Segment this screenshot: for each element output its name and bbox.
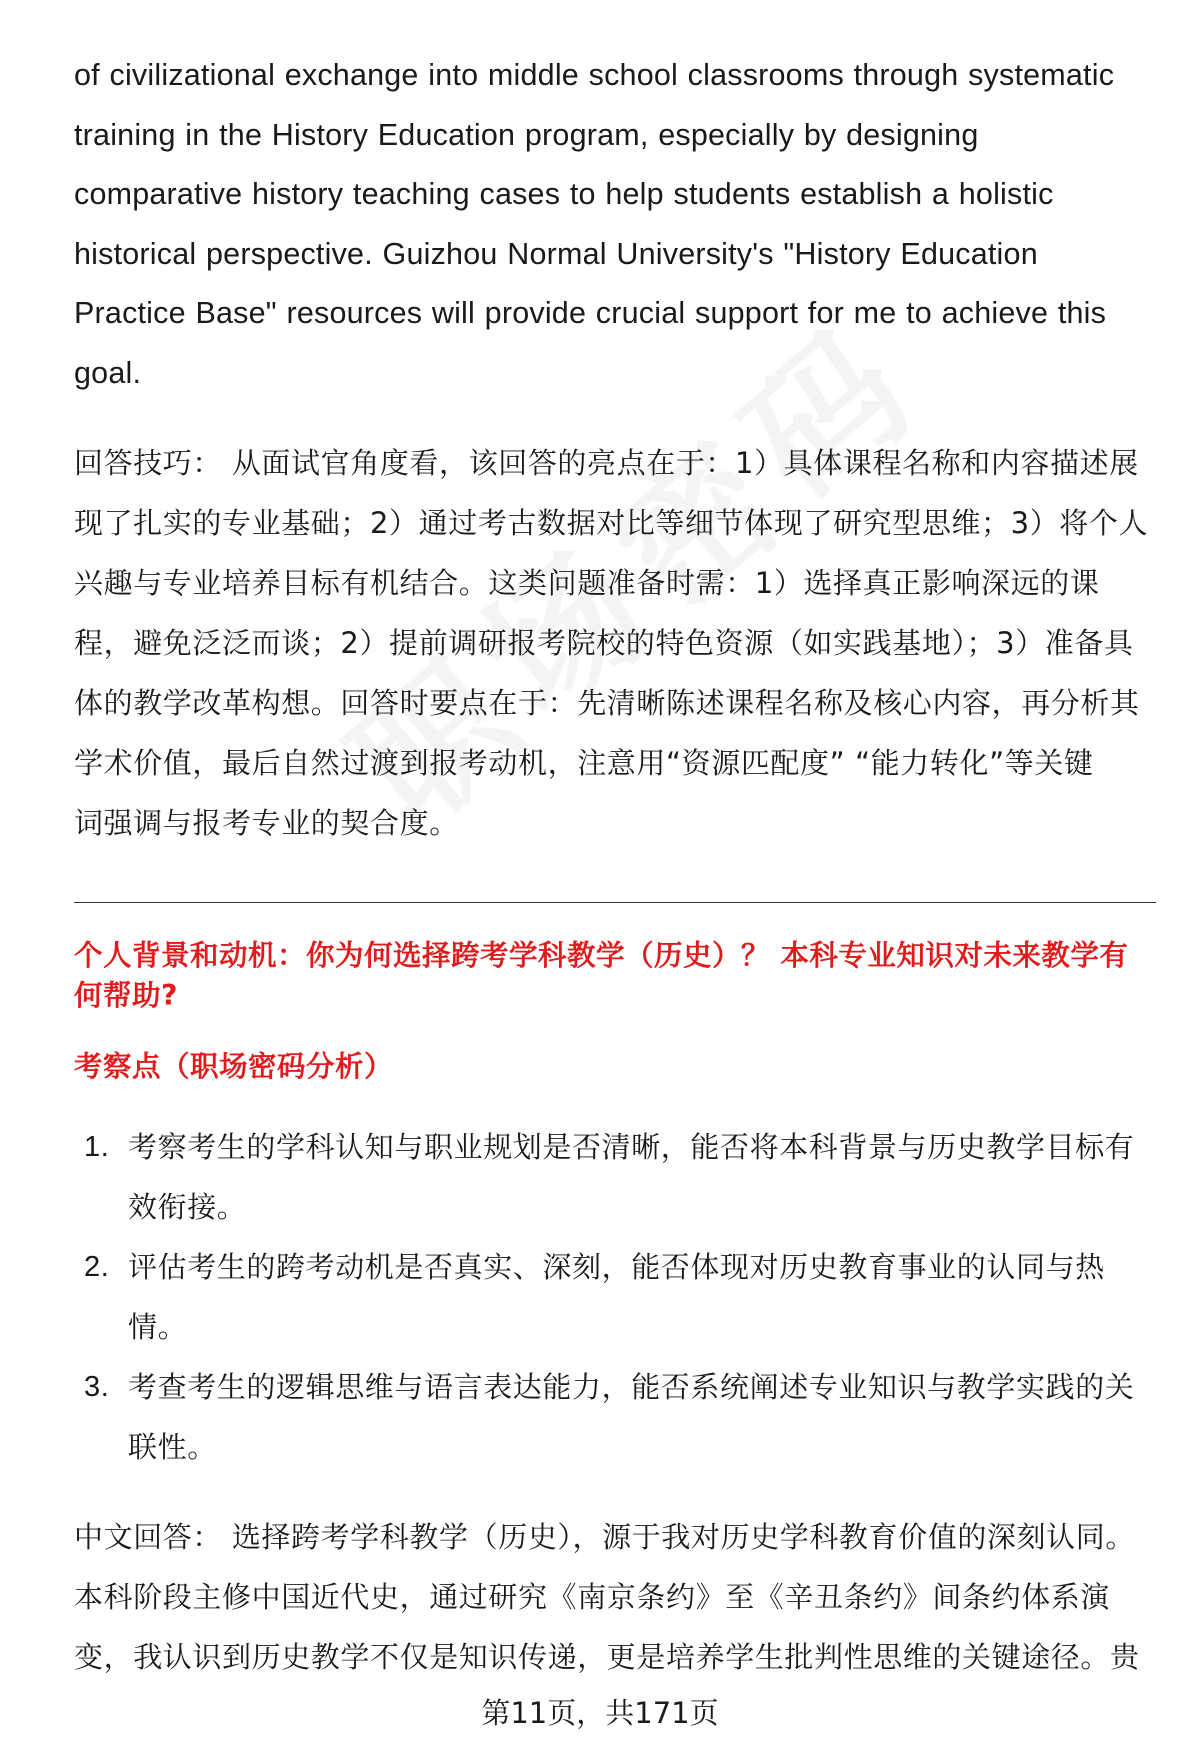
analysis-list [74, 1117, 1156, 1477]
answer-section [74, 1507, 1156, 1687]
list-item-text: 效衔接。 [128, 1190, 247, 1224]
analysis-heading: 考察点（职场密码分析） [74, 1050, 394, 1083]
list-item-text: 情。 [128, 1310, 188, 1344]
text-line: 本科阶段主修中国近代史，通过研究《南京条约》至《辛丑条约》间条约体系演 [74, 1580, 1111, 1614]
list-item [74, 1117, 1156, 1237]
text-line: 兴趣与专业培养目标有机结合。这类问题准备时需：1）选择真正影响深远的课 [74, 566, 1100, 600]
list-item-text: 考查考生的逻辑思维与语言表达能力，能否系统阐述专业知识与教学实践的关 [128, 1370, 1135, 1404]
text-line: 现了扎实的专业基础；2）通过考古数据对比等细节体现了研究型思维；3）将个人 [74, 506, 1149, 540]
text-line: 体的教学改革构想。回答时要点在于：先清晰陈述课程名称及核心内容，再分析其 [74, 686, 1140, 720]
list-item [74, 1357, 1156, 1477]
intro-section [74, 46, 1156, 853]
question-heading [74, 936, 1156, 1016]
text-line: of civilizational exchange into middle school classrooms through systematic [74, 58, 1115, 92]
text-line: comparative history teaching cases to help students establish a holistic [74, 177, 1054, 211]
page-footer: 第11页，共171页 [481, 1696, 719, 1730]
text-line: training in the History Education program, especially by designing [74, 117, 979, 152]
text-line: historical perspective. Guizhou Normal University's "History Education [74, 236, 1038, 271]
list-item-text: 联性。 [128, 1430, 217, 1464]
list-number: 3. [84, 1371, 110, 1403]
list-number: 2. [84, 1251, 110, 1283]
question-line: 个人背景和动机：你为何选择跨考学科教学（历史）？ 本科专业知识对未来教学有 [74, 939, 1129, 972]
list-item [74, 1237, 1156, 1357]
answer-paragraph [74, 1507, 1156, 1687]
question-line: 何帮助? [74, 979, 179, 1012]
text-line: 学术价值，最后自然过渡到报考动机，注意用“资源匹配度” “能力转化”等关键 [74, 746, 1094, 780]
text-line: 回答技巧： 从面试官角度看，该回答的亮点在于：1）具体课程名称和内容描述展 [74, 446, 1139, 480]
text-line: goal. [74, 355, 142, 390]
tips-paragraph [74, 433, 1156, 853]
text-line: 词强调与报考专业的契合度。 [74, 806, 459, 840]
list-item-text: 评估考生的跨考动机是否真实、深刻，能否体现对历史教育事业的认同与热 [128, 1250, 1105, 1284]
intro-paragraph [74, 46, 1156, 403]
section-divider [74, 902, 1156, 903]
list-item-text: 考察考生的学科认知与职业规划是否清晰，能否将本科背景与历史教学目标有 [128, 1130, 1135, 1164]
list-number: 1. [84, 1131, 110, 1163]
text-line: 变，我认识到历史教学不仅是知识传递，更是培养学生批判性思维的关键途径。贵 [74, 1640, 1140, 1674]
text-line: Practice Base" resources will provide crucial support for me to achieve this [74, 296, 1107, 330]
text-line: 程，避免泛泛而谈；2）提前调研报考院校的特色资源（如实践基地）；3）准备具 [74, 626, 1134, 660]
text-line: 中文回答： 选择跨考学科教学（历史），源于我对历史学科教育价值的深刻认同。 [74, 1520, 1135, 1554]
